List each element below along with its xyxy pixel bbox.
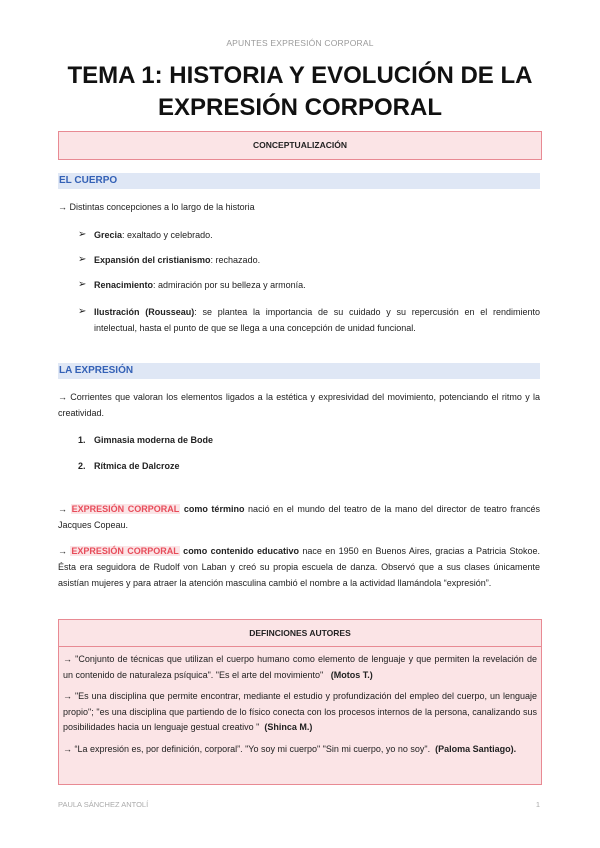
paragraph-termino bbox=[58, 501, 540, 533]
arrow-icon: → bbox=[58, 546, 71, 556]
item-text: : se plantea la importancia de su cuidado y su repercusión en el rendimiento intelectual, hasta el punto de que se llega a una concepción de unidad funcional. bbox=[94, 307, 540, 333]
paragraph-educativo bbox=[58, 543, 540, 591]
item-number: 2. bbox=[78, 461, 86, 471]
bullet-arrow-icon: ➢ bbox=[78, 229, 87, 240]
bullet-arrow-icon: ➢ bbox=[78, 279, 87, 290]
cuerpo-intro: → Distintas concepciones a lo largo de la historia bbox=[58, 202, 255, 212]
title-line-1: TEMA 1: HISTORIA Y EVOLUCIÓN DE LA bbox=[67, 62, 533, 89]
definition-author: (Motos T.) bbox=[330, 669, 373, 680]
section-heading-cuerpo: EL CUERPO bbox=[58, 173, 540, 189]
item-label: Rítmica de Dalcroze bbox=[94, 461, 180, 471]
definitions-box bbox=[58, 619, 542, 785]
list-item bbox=[78, 304, 540, 336]
page-title bbox=[40, 60, 560, 124]
bold-phrase: como contenido educativo bbox=[179, 546, 299, 556]
item-term: Grecia bbox=[94, 230, 123, 240]
paragraph-text: nació en el mundo del teatro de la mano del director de teatro francés Jacques Copeau. bbox=[58, 504, 541, 530]
box-divider bbox=[59, 646, 541, 647]
bold-phrase: como término bbox=[180, 504, 245, 514]
item-text: : admiración por su belleza y armonía. bbox=[153, 280, 306, 290]
page-number: 1 bbox=[535, 800, 540, 809]
numbered-item bbox=[78, 432, 213, 448]
concept-box-heading: CONCEPTUALIZACIÓN bbox=[253, 140, 347, 150]
list-item bbox=[78, 277, 540, 293]
expresion-intro: → Corrientes que valoran los elementos ligados a la estética y expresividad del movimiento, potenciando el ritmo y la creatividad. bbox=[58, 392, 540, 418]
section-heading-expresion: LA EXPRESIÓN bbox=[58, 363, 540, 379]
definition-text: → “La expresión es, por definición, corporal”. "Yo soy mi cuerpo" "Sin mi cuerpo, yo no soy". bbox=[63, 743, 431, 754]
item-term: Ilustración (Rousseau) bbox=[94, 307, 195, 317]
definition-text: → "Es una disciplina que permite encontrar, mediante el estudio y profundización del empleo del cuerpo, un lenguaje propio"; "es una disciplina que partiendo de lo físico conecta con los procesos internos de la persona, canalizando sus posibilidades hacia un lenguaje gestual creativo " bbox=[63, 691, 537, 732]
bullet-arrow-icon: ➢ bbox=[78, 254, 87, 265]
highlight-term: EXPRESIÓN CORPORAL bbox=[71, 504, 180, 514]
concept-box bbox=[58, 131, 542, 160]
definition-text: → "Conjunto de técnicas que utilizan el cuerpo humano como elemento de lenguaje y que permiten la revelación de un contenido de naturaleza psíquica". "Es el arte del movimiento" bbox=[63, 654, 537, 680]
highlight-term: EXPRESIÓN CORPORAL bbox=[71, 546, 179, 556]
running-header: APUNTES EXPRESIÓN CORPORAL bbox=[226, 38, 374, 48]
definition-item bbox=[59, 689, 541, 736]
footer-author: PAULA SÁNCHEZ ANTOLÍ bbox=[58, 800, 149, 809]
definition-item bbox=[59, 652, 541, 683]
item-text: : rechazado. bbox=[210, 255, 261, 265]
item-number: 1. bbox=[78, 435, 86, 445]
item-text: : exaltado y celebrado. bbox=[122, 230, 213, 240]
definition-author: (Shinca M.) bbox=[264, 722, 313, 732]
paragraph-text: nace en 1950 en Buenos Aires, gracias a Patricia Stokoe. Ésta era seguidora de Rudolf von Laban y creó su propia escuela de danza. Observó que a sus clases únicamente asistían mujeres y para atraer la atención masculina cambió el nombre a la actividad llamándola “expresión”. bbox=[58, 546, 540, 588]
item-term: Expansión del cristianismo bbox=[94, 255, 211, 265]
definitions-box-heading: DEFINCIONES AUTORES bbox=[249, 628, 351, 638]
page-footer bbox=[58, 800, 540, 809]
arrow-icon: → bbox=[58, 504, 71, 514]
item-label: Gimnasia moderna de Bode bbox=[94, 435, 214, 445]
definition-item bbox=[59, 742, 541, 758]
item-term: Renacimiento bbox=[94, 280, 154, 290]
list-item bbox=[78, 252, 540, 268]
list-item bbox=[78, 227, 540, 243]
numbered-item bbox=[78, 458, 180, 474]
definition-author: (Paloma Santiago). bbox=[435, 743, 517, 754]
bullet-arrow-icon: ➢ bbox=[78, 306, 87, 317]
title-line-2: EXPRESIÓN CORPORAL bbox=[157, 94, 443, 121]
